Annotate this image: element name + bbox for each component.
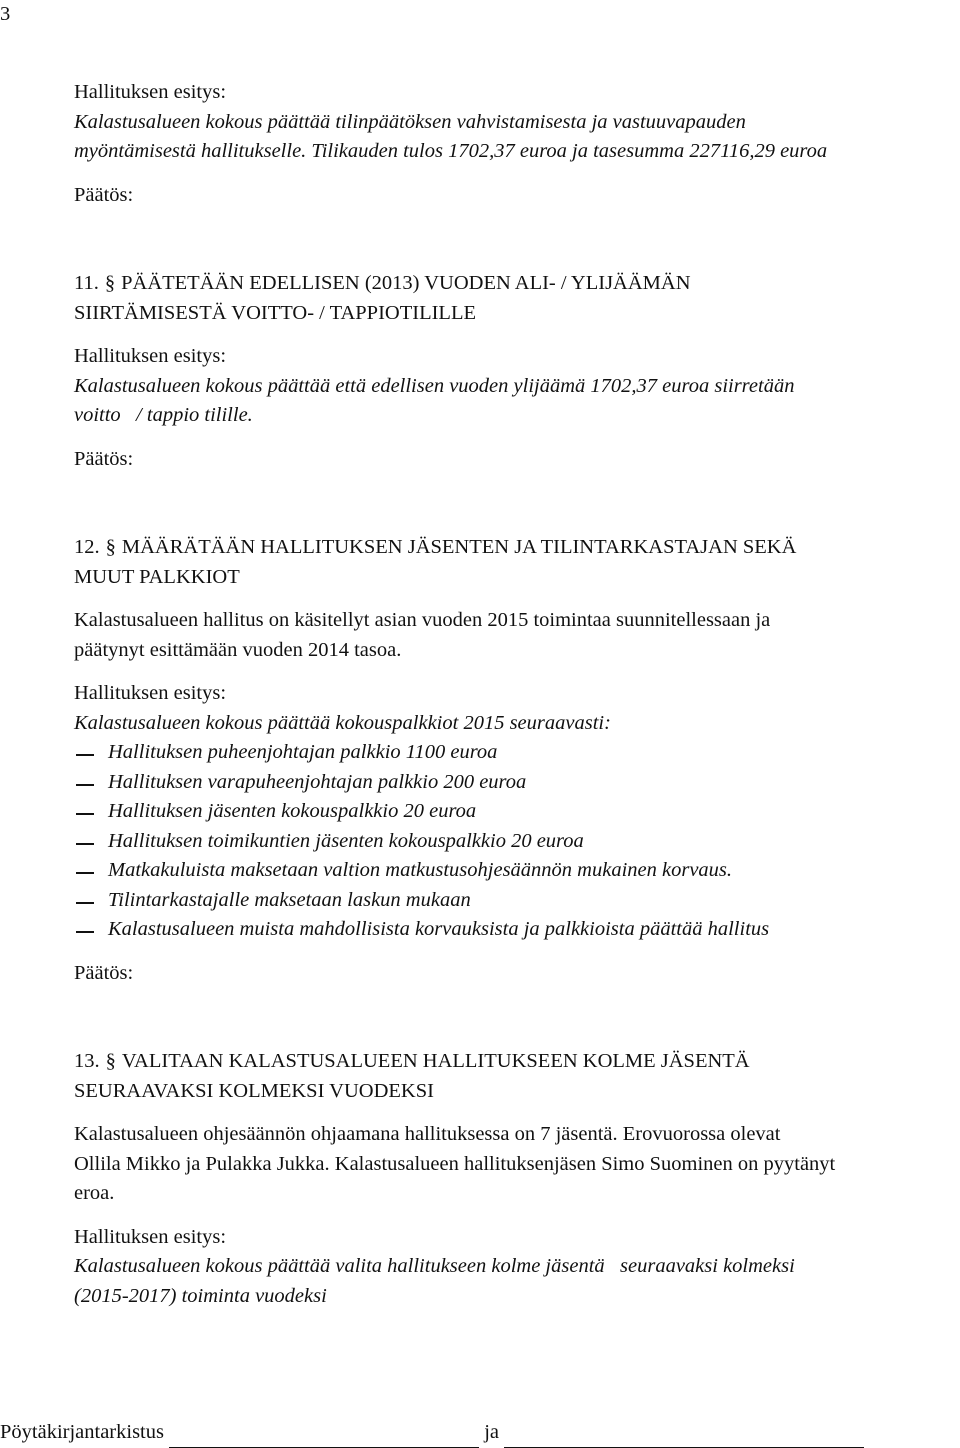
list-item: Matkakuluista maksetaan valtion matkustusohjesäännön mukainen korvaus. <box>74 856 954 886</box>
section-12-title-line-2: MUUT PALKKIOT <box>74 565 240 588</box>
section-13-proposal-label: Hallituksen esitys: <box>74 1225 227 1248</box>
section-12-proposal-label: Hallituksen esitys: <box>74 682 227 704</box>
signature-line-1 <box>169 1425 479 1448</box>
section-12-body-line-1: Kalastusalueen hallitus on käsitellyt asian vuoden 2015 toimintaa suunnitellessaan ja <box>74 609 771 631</box>
section-10-proposal-line-2: myöntämisestä hallitukselle. Tilikauden tulos 1702,37 euroa ja tasesumma 227116,29 euroa <box>74 140 828 162</box>
section-12-title-line-1: MÄÄRÄTÄÄN HALLITUKSEN JÄSENTEN JA TILINTARKASTAJAN SEKÄ <box>121 536 797 558</box>
section-12-body-line-2: päätynyt esittämään vuoden 2014 tasoa. <box>74 638 402 661</box>
section-10-proposal-line-1: Kalastusalueen kokous päättää tilinpäätöksen vahvistamisesta ja vastuuvapauden <box>74 110 746 133</box>
section-mark-icon: § <box>105 1050 116 1072</box>
section-10-decision-label: Päätös: <box>74 183 134 206</box>
section-11-proposal-line-2: voitto / tappio tilille. <box>74 404 253 426</box>
section-mark-icon: § <box>105 536 116 558</box>
signature-line-2 <box>504 1425 864 1448</box>
section-13-proposal-line-2: (2015-2017) toiminta vuodeksi <box>74 1284 327 1307</box>
section-13-body-line-3: eroa. <box>74 1182 115 1204</box>
section-11-title-line-1: PÄÄTETÄÄN EDELLISEN (2013) VUODEN ALI- / YLIJÄÄMÄN <box>121 272 691 294</box>
footer-label: Pöytäkirjantarkistus <box>0 1421 164 1443</box>
section-13-title-line-2: SEURAAVAKSI KOLMEKSI VUODEKSI <box>74 1079 434 1102</box>
section-13-number: 13. <box>74 1050 100 1072</box>
list-item: Tilintarkastajalle maksetaan laskun mukaan <box>74 886 954 916</box>
list-item: Hallituksen puheenjohtajan palkkio 1100 euroa <box>74 738 954 768</box>
section-11-heading <box>74 269 954 299</box>
document-body <box>74 78 954 1311</box>
footer-conjunction: ja <box>484 1421 500 1443</box>
section-12-number: 12. <box>74 536 100 558</box>
section-11-proposal-line-1: Kalastusalueen kokous päättää että edellisen vuoden ylijäämä 1702,37 euroa siirretään <box>74 374 795 397</box>
page-number: 3 <box>0 3 11 25</box>
section-13-body-line-1: Kalastusalueen ohjesäännön ohjaamana hallituksessa on 7 jäsentä. Erovuorossa olevat <box>74 1123 781 1145</box>
section-13-title-line-1: VALITAAN KALASTUSALUEEN HALLITUKSEEN KOLME JÄSENTÄ <box>121 1050 750 1072</box>
section-11-number: 11. <box>74 272 99 294</box>
section-11-title-line-2: SIIRTÄMISESTÄ VOITTO- / TAPPIOTILILLE <box>74 301 476 324</box>
section-12-heading <box>74 533 954 563</box>
section-13-body-line-2: Ollila Mikko ja Pulakka Jukka. Kalastusalueen hallituksenjäsen Simo Suominen on pyytänyt <box>74 1152 836 1175</box>
section-10-proposal-label: Hallituksen esitys: <box>74 81 227 103</box>
minutes-review-footer <box>0 1418 960 1448</box>
list-item: Hallituksen jäsenten kokouspalkkio 20 euroa <box>74 797 954 827</box>
section-13-proposal-line-1: Kalastusalueen kokous päättää valita hallitukseen kolme jäsentä seuraavaksi kolmeksi <box>74 1255 795 1277</box>
section-11-proposal-label: Hallituksen esitys: <box>74 345 227 367</box>
section-12-proposal-intro: Kalastusalueen kokous päättää kokouspalkkiot 2015 seuraavasti: <box>74 711 611 734</box>
list-item: Hallituksen varapuheenjohtajan palkkio 200 euroa <box>74 768 954 798</box>
fee-list <box>74 738 954 945</box>
list-item: Hallituksen toimikuntien jäsenten kokouspalkkio 20 euroa <box>74 827 954 857</box>
section-13-heading <box>74 1047 954 1077</box>
section-12-decision-label: Päätös: <box>74 961 134 984</box>
list-item: Kalastusalueen muista mahdollisista korvauksista ja palkkioista päättää hallitus <box>74 915 954 945</box>
section-mark-icon: § <box>104 272 116 294</box>
section-11-decision-label: Päätös: <box>74 447 134 470</box>
